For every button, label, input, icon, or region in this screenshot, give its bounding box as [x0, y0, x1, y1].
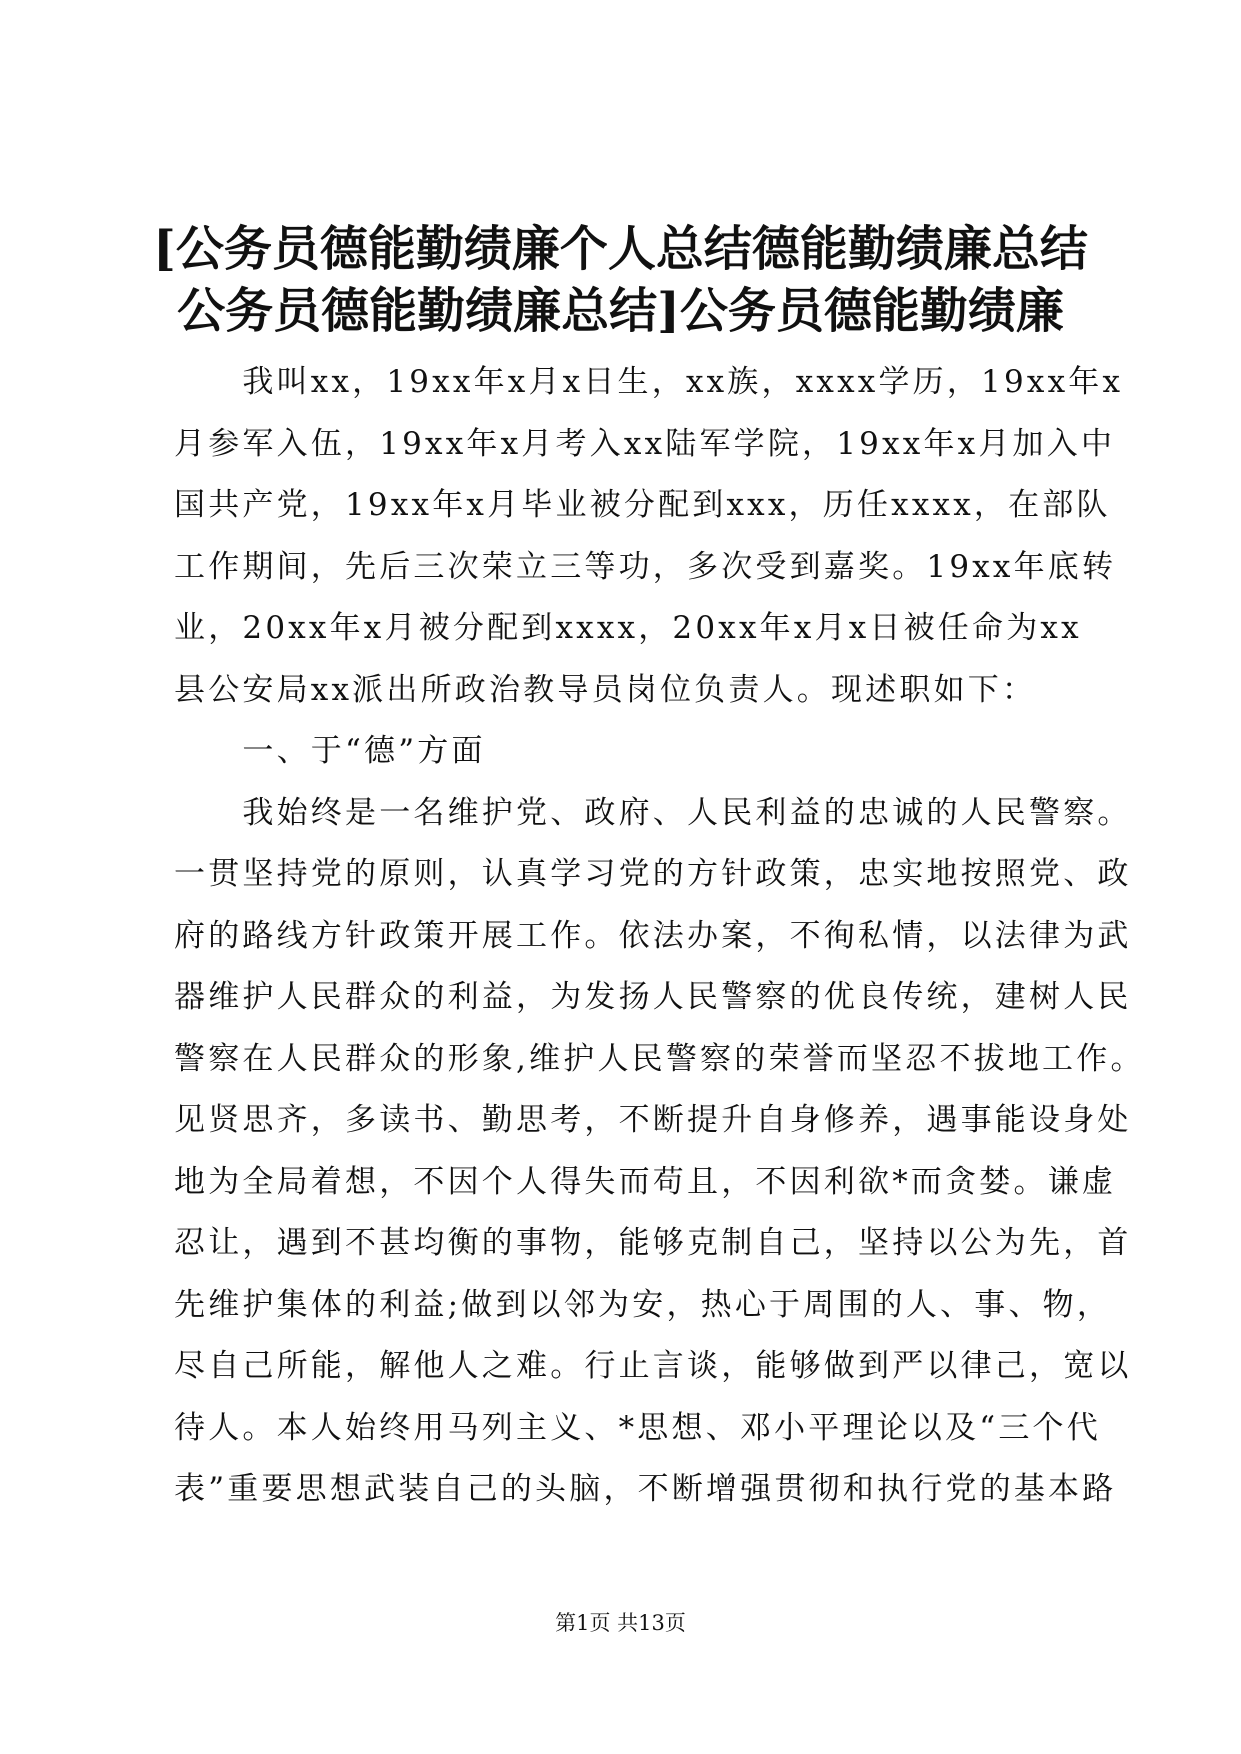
body-line: 国共产党，19xx年x月毕业被分配到xxx，历任xxxx，在部队 — [174, 487, 1111, 523]
body-line: 我叫xx，19xx年x月x日生，xx族，xxxx学历，19xx年x — [174, 364, 1124, 400]
page-footer: 第1页 共13页 — [555, 1611, 686, 1635]
body-line: 尽自己所能，解他人之难。行止言谈，能够做到严以律己，宽以 — [174, 1348, 1132, 1384]
title-line-2: 公务员德能勤绩廉总结]公务员德能勤绩廉 — [177, 283, 1064, 339]
body-line: 警察在人民群众的形象,维护人民警察的荣誉而坚忍不拔地工作。 — [174, 1040, 1145, 1077]
body-line: 地为全局着想，不因个人得失而苟且，不因利欲*而贪婪。谦虚 — [174, 1163, 1117, 1200]
body-line: 一贯坚持党的原则，认真学习党的方针政策，忠实地按照党、政 — [174, 856, 1132, 892]
body-line: 先维护集体的利益;做到以邻为安，热心于周围的人、事、物， — [174, 1286, 1112, 1323]
body-line: 我始终是一名维护党、政府、人民利益的忠诚的人民警察。 — [174, 794, 1132, 831]
body-line: 县公安局xx派出所政治教导员岗位负责人。现述职如下： — [174, 671, 1037, 708]
body-line: 业，20xx年x月被分配到xxxx，20xx年x月x日被任命为xx — [174, 610, 1082, 646]
document-title — [140, 218, 1101, 342]
body-line: 忍让，遇到不甚均衡的事物，能够克制自己，坚持以公为先，首 — [174, 1225, 1132, 1261]
body-line: 府的路线方针政策开展工作。依法办案，不徇私情，以法律为武 — [174, 917, 1132, 954]
body-line: 月参军入伍，19xx年x月考入xx陆军学院，19xx年x月加入中 — [174, 425, 1116, 462]
body-line: 一、于“德”方面 — [174, 733, 486, 769]
body-line: 见贤思齐，多读书、勤思考，不断提升自身修养，遇事能设身处 — [174, 1102, 1132, 1138]
document-body — [174, 352, 1145, 1521]
body-line: 工作期间，先后三次荣立三等功，多次受到嘉奖。19xx年底转 — [174, 548, 1117, 585]
body-line: 表”重要思想武装自己的头脑，不断增强贯彻和执行党的基本路 — [174, 1471, 1117, 1507]
body-line: 器维护人民群众的利益，为发扬人民警察的优良传统，建树人民 — [174, 979, 1132, 1015]
title-line-1: [公务员德能勤绩廉个人总结德能勤绩廉总结 — [153, 221, 1088, 277]
body-line: 待人。本人始终用马列主义、*思想、邓小平理论以及“三个代 — [174, 1409, 1101, 1446]
